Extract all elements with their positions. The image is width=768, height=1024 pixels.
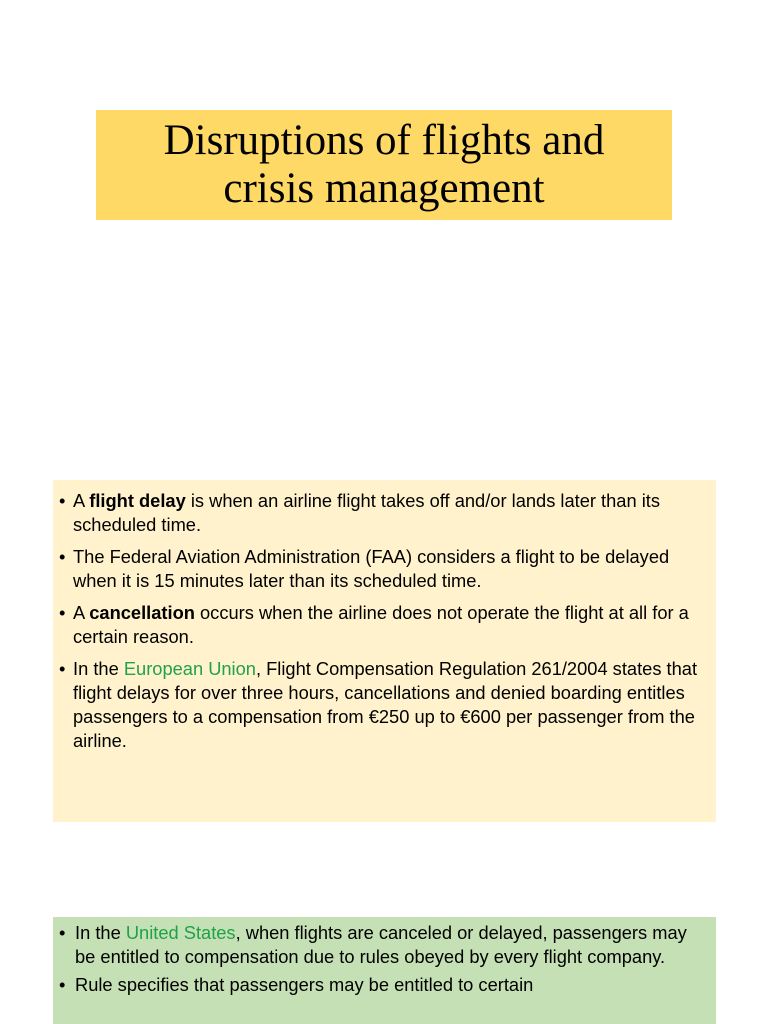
bullet-text-pre: A bbox=[73, 490, 90, 511]
bullet-eu-regulation bbox=[57, 657, 706, 753]
bullet-text: The Federal Aviation Administration (FAA) considers a flight to be delayed when it is 15 minutes later than its scheduled time. bbox=[73, 546, 670, 591]
definitions-list bbox=[57, 489, 706, 753]
bullet-text-post: , when flights are canceled or delayed, passengers may be entitled to compensation due to rules obeyed by every flight company. bbox=[75, 922, 687, 967]
us-rules-box bbox=[53, 917, 716, 1024]
slide-title: Disruptions of flights and crisis management bbox=[163, 117, 605, 212]
bullet-text-post: is when an airline flight takes off and/or lands later than its scheduled time. bbox=[73, 490, 660, 535]
bullet-text-pre: A bbox=[73, 602, 90, 623]
term-cancellation: cancellation bbox=[89, 602, 195, 623]
bullet-faa bbox=[57, 545, 706, 593]
bullet-text: Rule specifies that passengers may be entitled to certain bbox=[75, 974, 534, 995]
us-rules-list bbox=[57, 921, 706, 997]
bullet-marker: • bbox=[59, 490, 66, 511]
bullet-marker: • bbox=[59, 602, 66, 623]
bullet-marker: • bbox=[59, 546, 66, 567]
definitions-box bbox=[53, 480, 716, 822]
bullet-text-post: , Flight Compensation Regulation 261/2004 states that flight delays for over three hours, cancellations and denied boarding entitles passengers to a compensation from €250 up to €600 per passenger from the airline. bbox=[73, 658, 698, 751]
bullet-marker: • bbox=[59, 922, 66, 943]
bullet-marker: • bbox=[59, 974, 66, 995]
united-states-link[interactable]: United States bbox=[125, 922, 236, 943]
bullet-text-pre: In the bbox=[73, 658, 124, 679]
bullet-text-pre: In the bbox=[75, 922, 126, 943]
european-union-link[interactable]: European Union bbox=[123, 658, 256, 679]
bullet-flight-delay bbox=[57, 489, 706, 537]
term-flight-delay: flight delay bbox=[89, 490, 186, 511]
bullet-us-compensation bbox=[57, 921, 706, 969]
title-box bbox=[96, 110, 672, 220]
bullet-cancellation bbox=[57, 601, 706, 649]
bullet-text-post: occurs when the airline does not operate the flight at all for a certain reason. bbox=[73, 602, 689, 647]
bullet-rule-specifies bbox=[57, 973, 706, 997]
bullet-marker: • bbox=[59, 658, 66, 679]
